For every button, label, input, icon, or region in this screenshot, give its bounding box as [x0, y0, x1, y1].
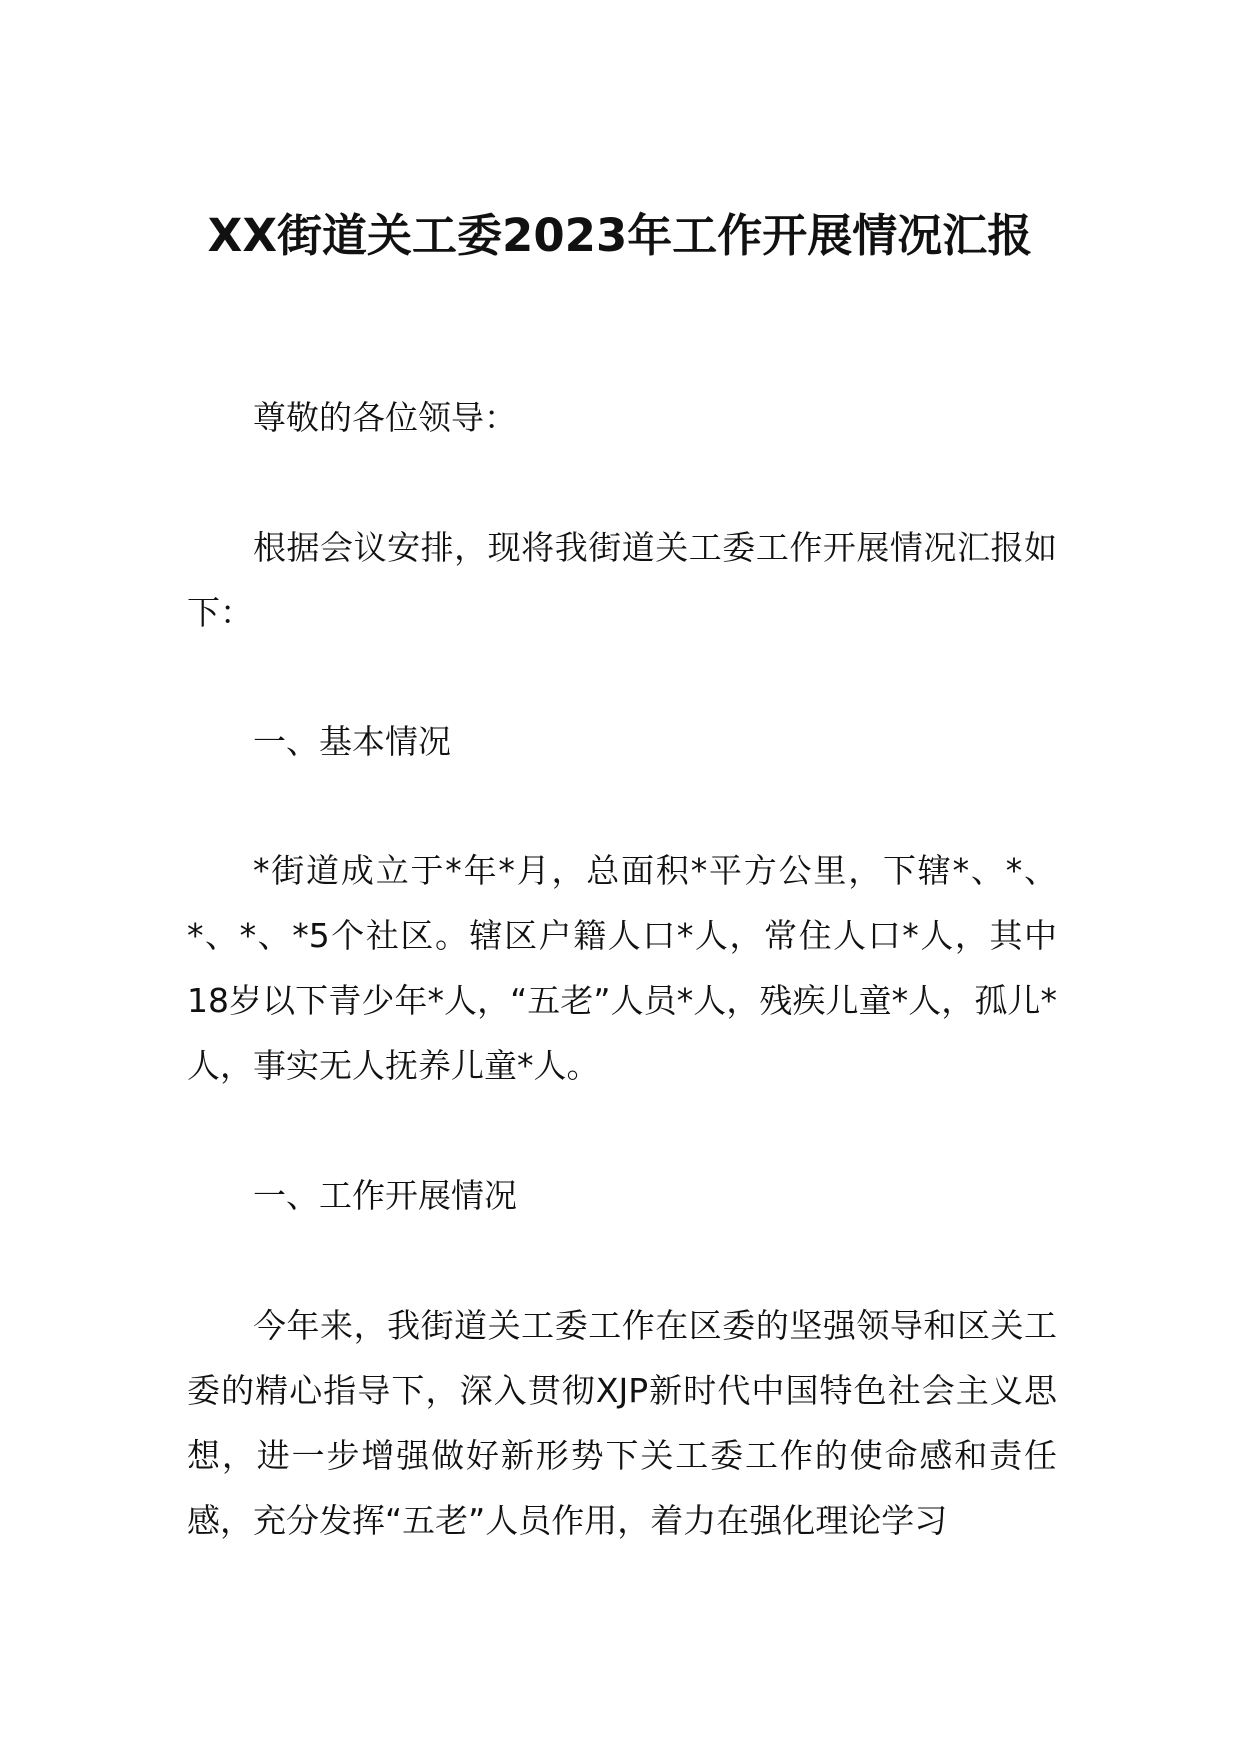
intro-paragraph: 根据会议安排，现将我街道关工委工作开展情况汇报如下： [187, 528, 1057, 632]
basic-situation-paragraph: *街道成立于*年*月，总面积*平方公里，下辖*、*、*、*、*5个社区。辖区户籍人口*人，常住人口*人，其中18岁以下青少年*人，“五老”人员*人，残疾儿童*人，孤儿*人，事实无人抚养儿童*人。 [187, 851, 1057, 1085]
salutation-paragraph: 尊敬的各位领导： [253, 398, 517, 437]
document-title: XX街道关工委2023年工作开展情况汇报 [207, 209, 1033, 262]
section-heading-work: 一、工作开展情况 [253, 1176, 517, 1215]
work-progress-paragraph: 今年来，我街道关工委工作在区委的坚强领导和区关工委的精心指导下，深入贯彻XJP新时代中国特色社会主义思想，进一步增强做好新形势下关工委工作的使命感和责任感，充分发挥“五老”人员作用，着力在强化理论学习 [187, 1306, 1057, 1540]
section-heading-basic: 一、基本情况 [253, 722, 451, 761]
